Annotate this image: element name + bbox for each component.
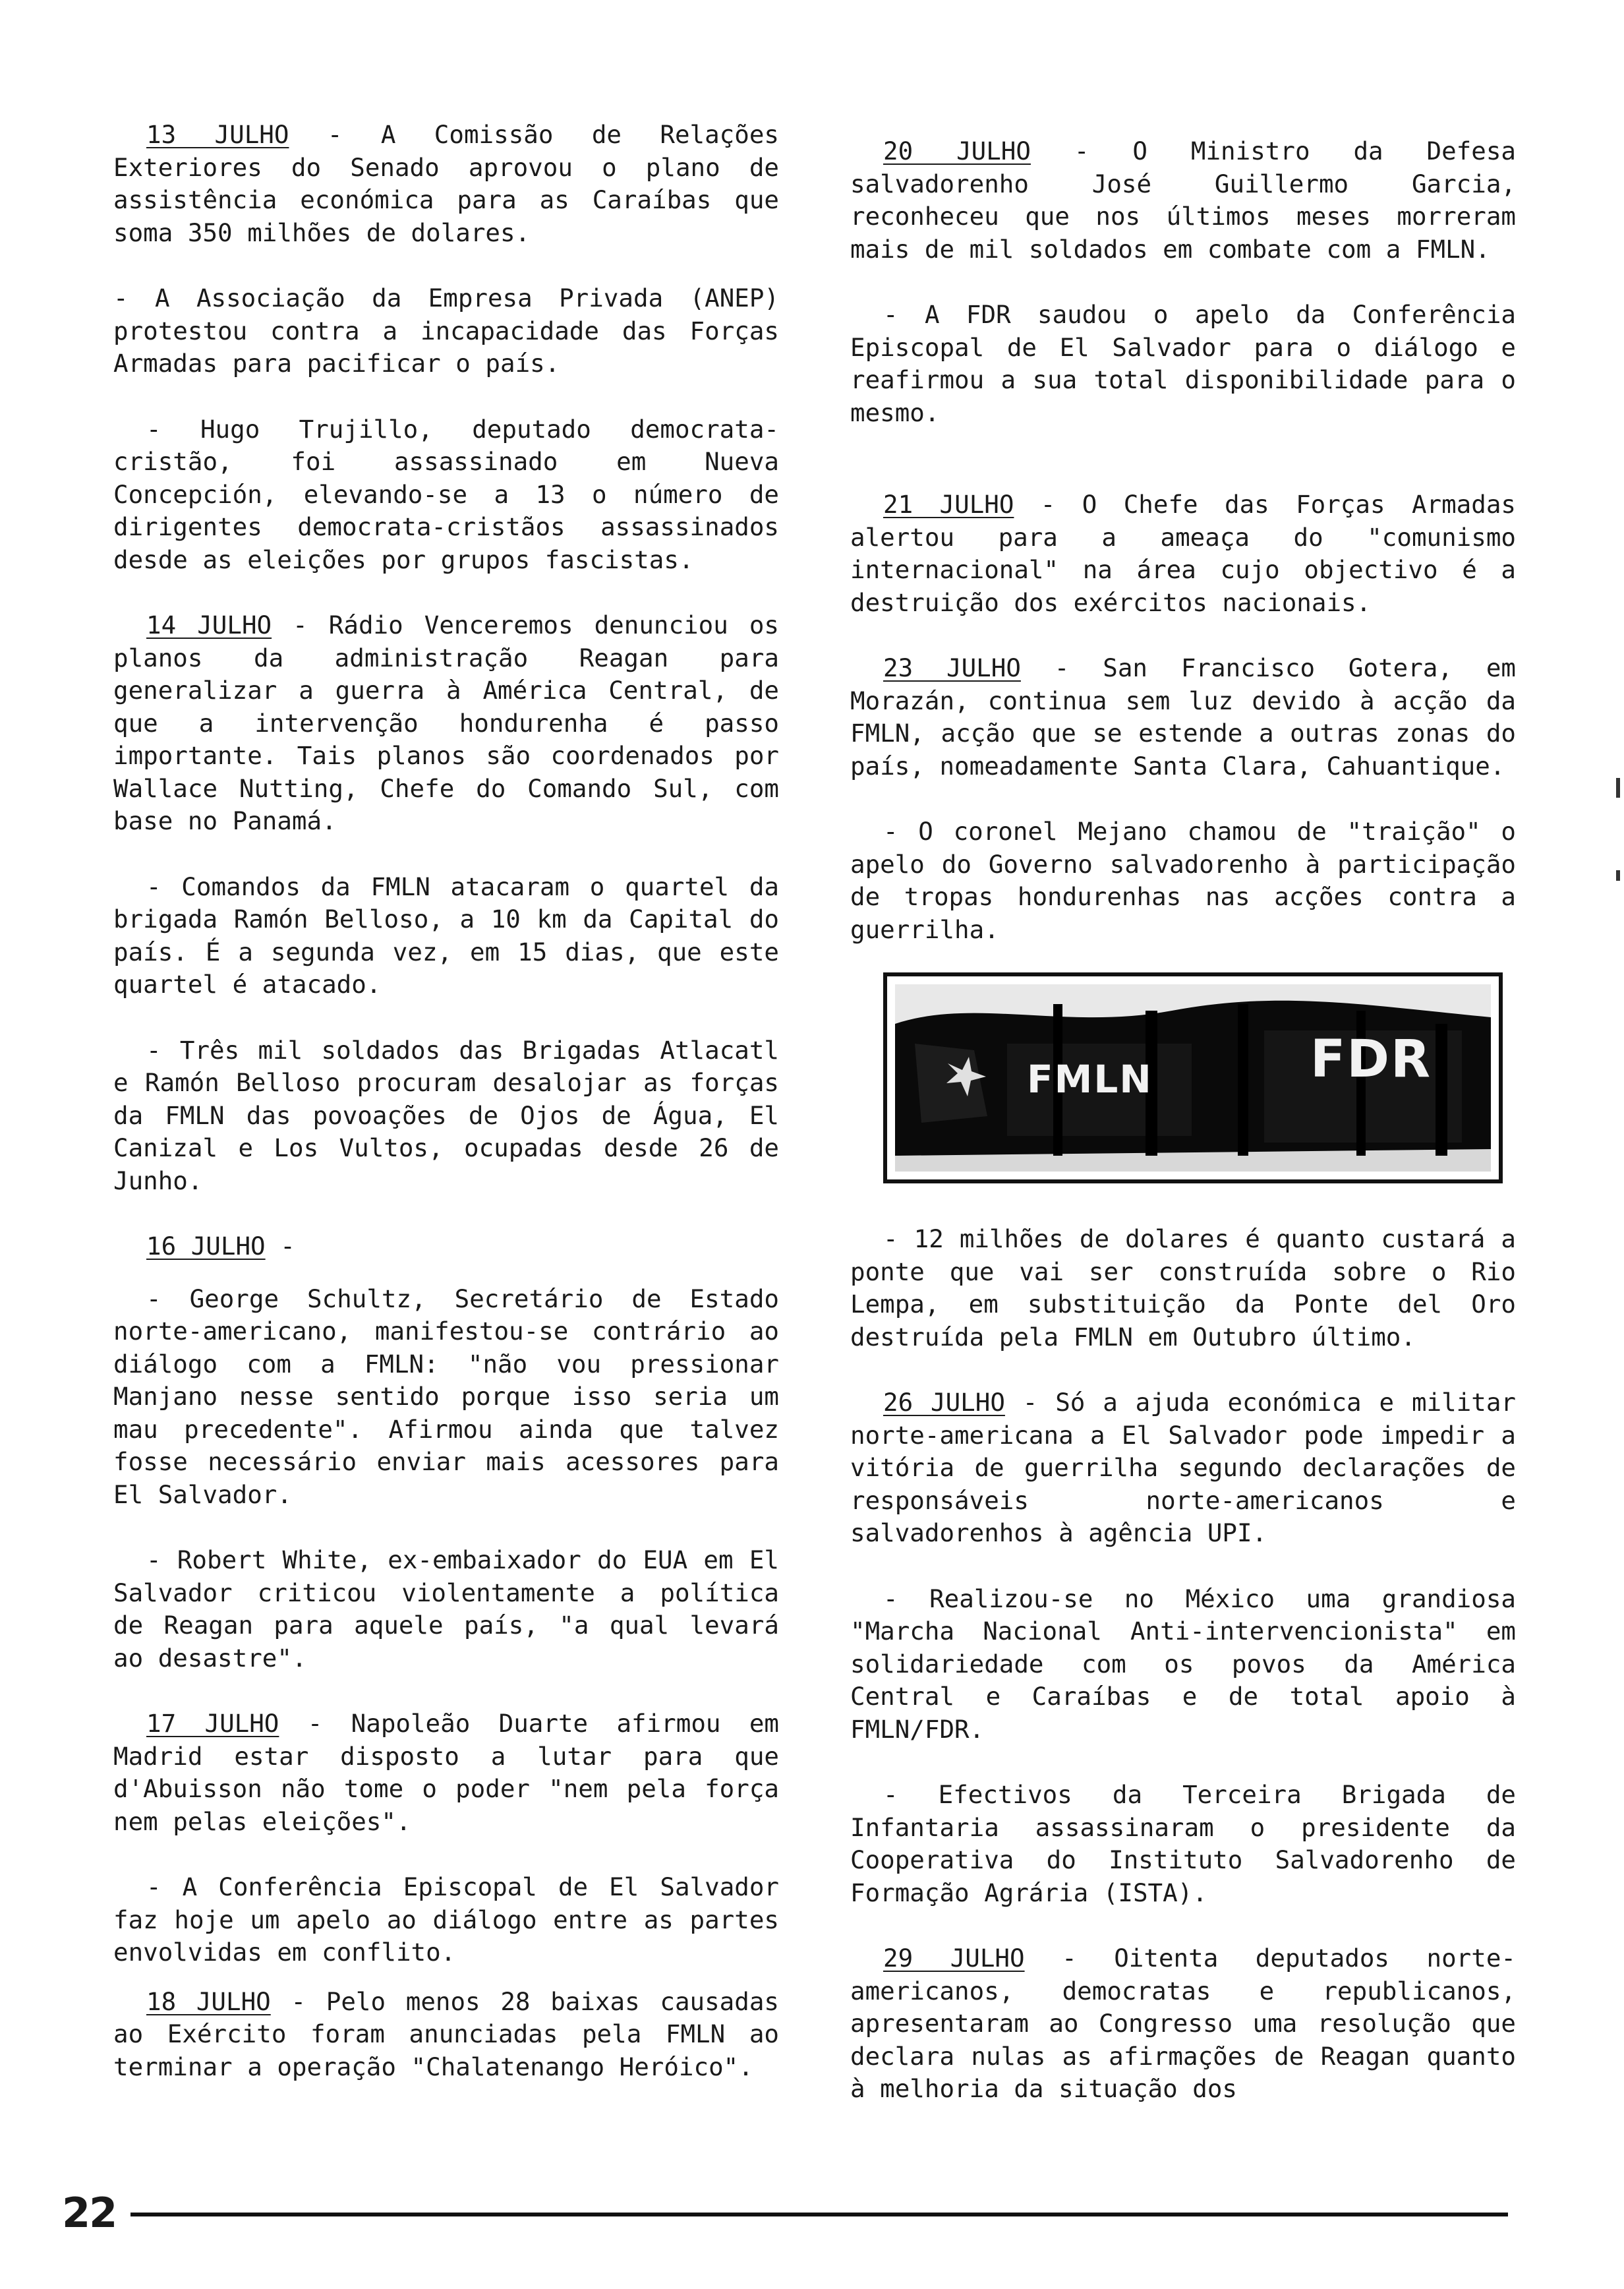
paragraph-george-schultz: - George Schultz, Secretário de Estado norte-americano, manifestou-se contrário ao diálogo com a FMLN: "não vou pressionar Manjano nesse sentido porque isso seria um mau precedente". Afirmou ainda que talvez fosse necessário enviar mais acessores para El Salvador. [113, 1284, 779, 1509]
paragraph-tres-mil-soldados: - Três mil soldados das Brigadas Atlacatl e Ramón Belloso procuram desalojar as forças da FMLN das povoações de Ojos de Água, El Canizal e Los Vultos, ocupadas desde 26 de Junho. [113, 1035, 779, 1195]
paragraph-12-milhoes: - 12 milhões de dolares é quanto custará a ponte que vai ser construída sobre o Rio Lempa, em substituição da Ponte del Oro destruída pela FMLN em Outubro último. [850, 1224, 1516, 1352]
date-20-julho: 20 JULHO [883, 136, 1031, 165]
paragraph-conferencia-episcopal: - A Conferência Episcopal de El Salvador faz hoje um apelo ao diálogo entre as partes envolvidas em conflito. [113, 1872, 779, 1967]
date-26-julho: 26 JULHO [883, 1388, 1005, 1417]
paragraph-robert-white: - Robert White, ex-embaixador do EUA em El Salvador criticou violentamente a política de Reagan para aquele país, "a qual levará ao desastre". [113, 1545, 779, 1673]
date-29-julho: 29 JULHO [883, 1944, 1025, 1973]
date-18-julho: 18 JULHO [146, 1986, 271, 2016]
paragraph-21-julho-chefe: 21 JULHO - O Chefe das Forças Armadas alertou para a ameaça do "comunismo internacional" na área cujo objectivo é a destruição dos exércitos nacionais. [850, 490, 1516, 617]
paragraph-14-julho-radio: 14 JULHO - Rádio Venceremos denunciou os planos da administração Reagan para generalizar a guerra à América Central, de que a intervenção hondurenha é passo importante. Tais planos são coordenados por Wallace Nutting, Chefe do Comando Sul, com base no Panamá. [113, 610, 779, 835]
paragraph-20-julho-ministro: 20 JULHO - O Ministro da Defesa salvadorenho José Guillermo Garcia, reconheceu que nos últimos meses morreram mais de mil soldados em combate com a FMLN. [850, 136, 1516, 264]
date-16-julho: 16 JULHO [146, 1232, 266, 1261]
date-23-julho: 23 JULHO [883, 653, 1021, 682]
scan-edge-mark [1616, 870, 1620, 881]
paragraph-hugo-trujillo: - Hugo Trujillo, deputado democrata-cristão, foi assassinado em Nueva Concepción, elevando-se a 13 o número de dirigentes democrata-cristãos assassinados desde as eleições por grupos fascistas. [113, 414, 779, 574]
paragraph-terceira-brigada: - Efectivos da Terceira Brigada de Infantaria assassinaram o presidente da Cooperativa do Instituto Salvadorenho de Formação Agrária (ISTA). [850, 1780, 1516, 1907]
scan-edge-mark [1616, 778, 1620, 798]
paragraph-coronel-mejano: - O coronel Mejano chamou de "traição" o apelo do Governo salvadorenho à participação de tropas hondurenhas nas acções contra a guerrilha. [850, 817, 1516, 944]
date-14-julho: 14 JULHO [146, 610, 272, 639]
banner-fdr-label: FDR [1310, 1030, 1432, 1089]
footer-rule [130, 2213, 1508, 2216]
photo-image [895, 984, 1491, 1172]
paragraph-marcha-nacional: - Realizou-se no México uma grandiosa "Marcha Nacional Anti-intervencionista" em solidariedade com os povos da América Central e Caraíbas e de total apoio à FMLN/FDR. [850, 1584, 1516, 1744]
paragraph-17-julho-duarte: 17 JULHO - Napoleão Duarte afirmou em Madrid estar disposto a lutar para que d'Abuisson não tome o poder "nem pela força nem pelas eleições". [113, 1709, 779, 1836]
paragraph-29-julho-deputados: 29 JULHO - Oitenta deputados norte-americanos, democratas e republicanos, apresentaram ao Congresso uma resolução que declara nulas as afirmações de Reagan quanto à melhoria da situação dos [850, 1944, 1516, 2103]
date-13-julho: 13 JULHO [146, 120, 289, 149]
left-column [113, 119, 779, 2116]
banner-fmln-label: FMLN [1027, 1057, 1153, 1102]
fmln-fdr-banner-photo [883, 972, 1503, 1183]
paragraph-18-julho-baixas: 18 JULHO - Pelo menos 28 baixas causadas ao Exército foram anunciadas pela FMLN ao terminar a operação "Chalatenango Heróico". [113, 1986, 779, 2081]
paragraph-comandos-fmln: - Comandos da FMLN atacaram o quartel da brigada Ramón Belloso, a 10 km da Capital do país. É a segunda vez, em 15 dias, que este quartel é atacado. [113, 872, 779, 999]
paragraph-13-julho-senado: 13 JULHO - A Comissão de Relações Exteriores do Senado aprovou o plano de assistência económica para as Caraíbas que soma 350 milhões de dolares. [113, 120, 779, 247]
paragraph-26-julho-ajuda: 26 JULHO - Só a ajuda económica e militar norte-americana a El Salvador pode impedir a vitória de guerrilha segundo declarações de responsáveis norte-americanos e salvadorenhos à agência UPI. [850, 1388, 1516, 1547]
paragraph-anep: - A Associação da Empresa Privada (ANEP) protestou contra a incapacidade das Forças Armadas para pacificar o país. [113, 283, 779, 378]
paragraph-16-julho: 16 JULHO - [146, 1232, 295, 1261]
paragraph-23-julho-gotera: 23 JULHO - San Francisco Gotera, em Morazán, continua sem luz devido à acção da FMLN, acção que se estende a outras zonas do país, nomeadamente Santa Clara, Cahuantique. [850, 653, 1516, 781]
paragraph-fdr-saudou: - A FDR saudou o apelo da Conferência Episcopal de El Salvador para o diálogo e reafirmou a sua total disponibilidade para o mesmo. [850, 300, 1516, 427]
page-number: 22 [62, 2189, 117, 2237]
date-21-julho: 21 JULHO [883, 490, 1014, 519]
date-17-julho: 17 JULHO [146, 1709, 279, 1738]
right-column [850, 135, 1516, 2139]
